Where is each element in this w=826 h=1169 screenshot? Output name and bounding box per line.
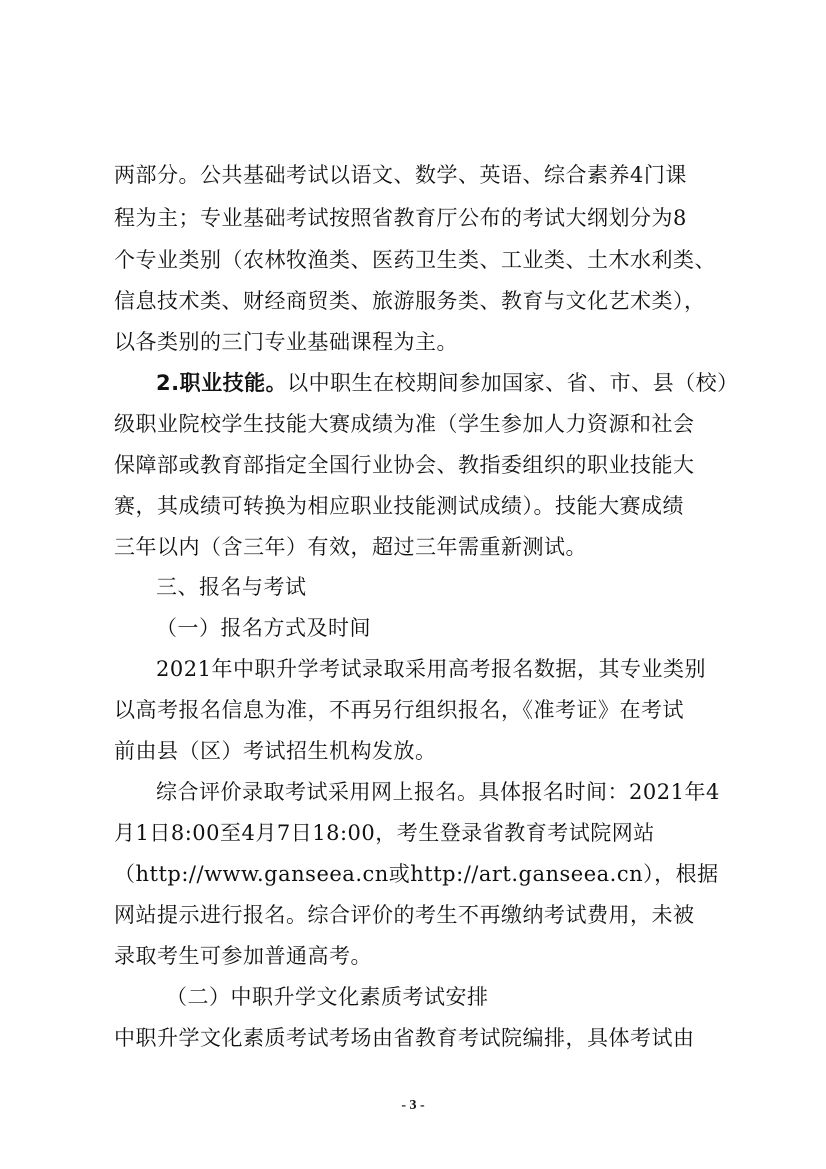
paragraph-line: 赛，其成绩可转换为相应职业技能测试成绩）。技能大赛成绩 [114, 494, 684, 518]
paragraph-line: 以高考报名信息为准，不再另行组织报名，《准考证》在考试 [114, 698, 684, 722]
paragraph-line: 信息技术类、财经商贸类、旅游服务类、教育与文化艺术类）， [114, 289, 706, 313]
paragraph-line: 以各类别的三门专业基础课程为主。 [114, 330, 458, 354]
paragraph-line: 2021年中职升学考试录取采用高考报名数据，其专业类别 [156, 657, 706, 681]
paragraph-line: 月1日8:00至4月7日18:00，考生登录省教育考试院网站 [114, 821, 655, 845]
paragraph-line: 前由县（区）考试招生机构发放。 [114, 739, 437, 763]
subsection-heading: （二）中职升学文化素质考试安排 [166, 985, 489, 1009]
paragraph-line: 网站提示进行报名。综合评价的考生不再缴纳考试费用，未被 [114, 903, 695, 927]
subsection-heading: （一）报名方式及时间 [156, 616, 371, 640]
page-number: - 3 - [401, 1098, 425, 1113]
item-text: 以中职生在校期间参加国家、省、市、县（校） [287, 371, 739, 395]
paragraph-line: 保障部或教育部指定全国行业协会、教指委组织的职业技能大 [114, 453, 695, 477]
item-lead: 2.职业技能。 [156, 371, 288, 395]
section-heading: 三、报名与考试 [156, 575, 307, 599]
paragraph-line: 录取考生可参加普通高考。 [114, 944, 372, 968]
paragraph-line [156, 369, 756, 397]
paragraph-line: 级职业院校学生技能大赛成绩为准（学生参加人力资源和社会 [114, 412, 695, 436]
paragraph-line: 程为主；专业基础考试按照省教育厅公布的考试大纲划分为8 [114, 206, 687, 230]
paragraph-line: 中职升学文化素质考试考场由省教育考试院编排，具体考试由 [114, 1026, 695, 1050]
paragraph-line: 个专业类别（农林牧渔类、医药卫生类、工业类、土木水利类、 [114, 248, 716, 272]
paragraph-line: （http://www.ganseea.cn或http://art.ganseea.cn），根据 [114, 862, 719, 886]
paragraph-line: 两部分。公共基础考试以语文、数学、英语、综合素养4门课 [114, 163, 687, 187]
paragraph-line: 综合评价录取考试采用网上报名。具体报名时间：2021年4 [156, 780, 720, 804]
paragraph-line: 三年以内（含三年）有效，超过三年需重新测试。 [114, 535, 587, 559]
